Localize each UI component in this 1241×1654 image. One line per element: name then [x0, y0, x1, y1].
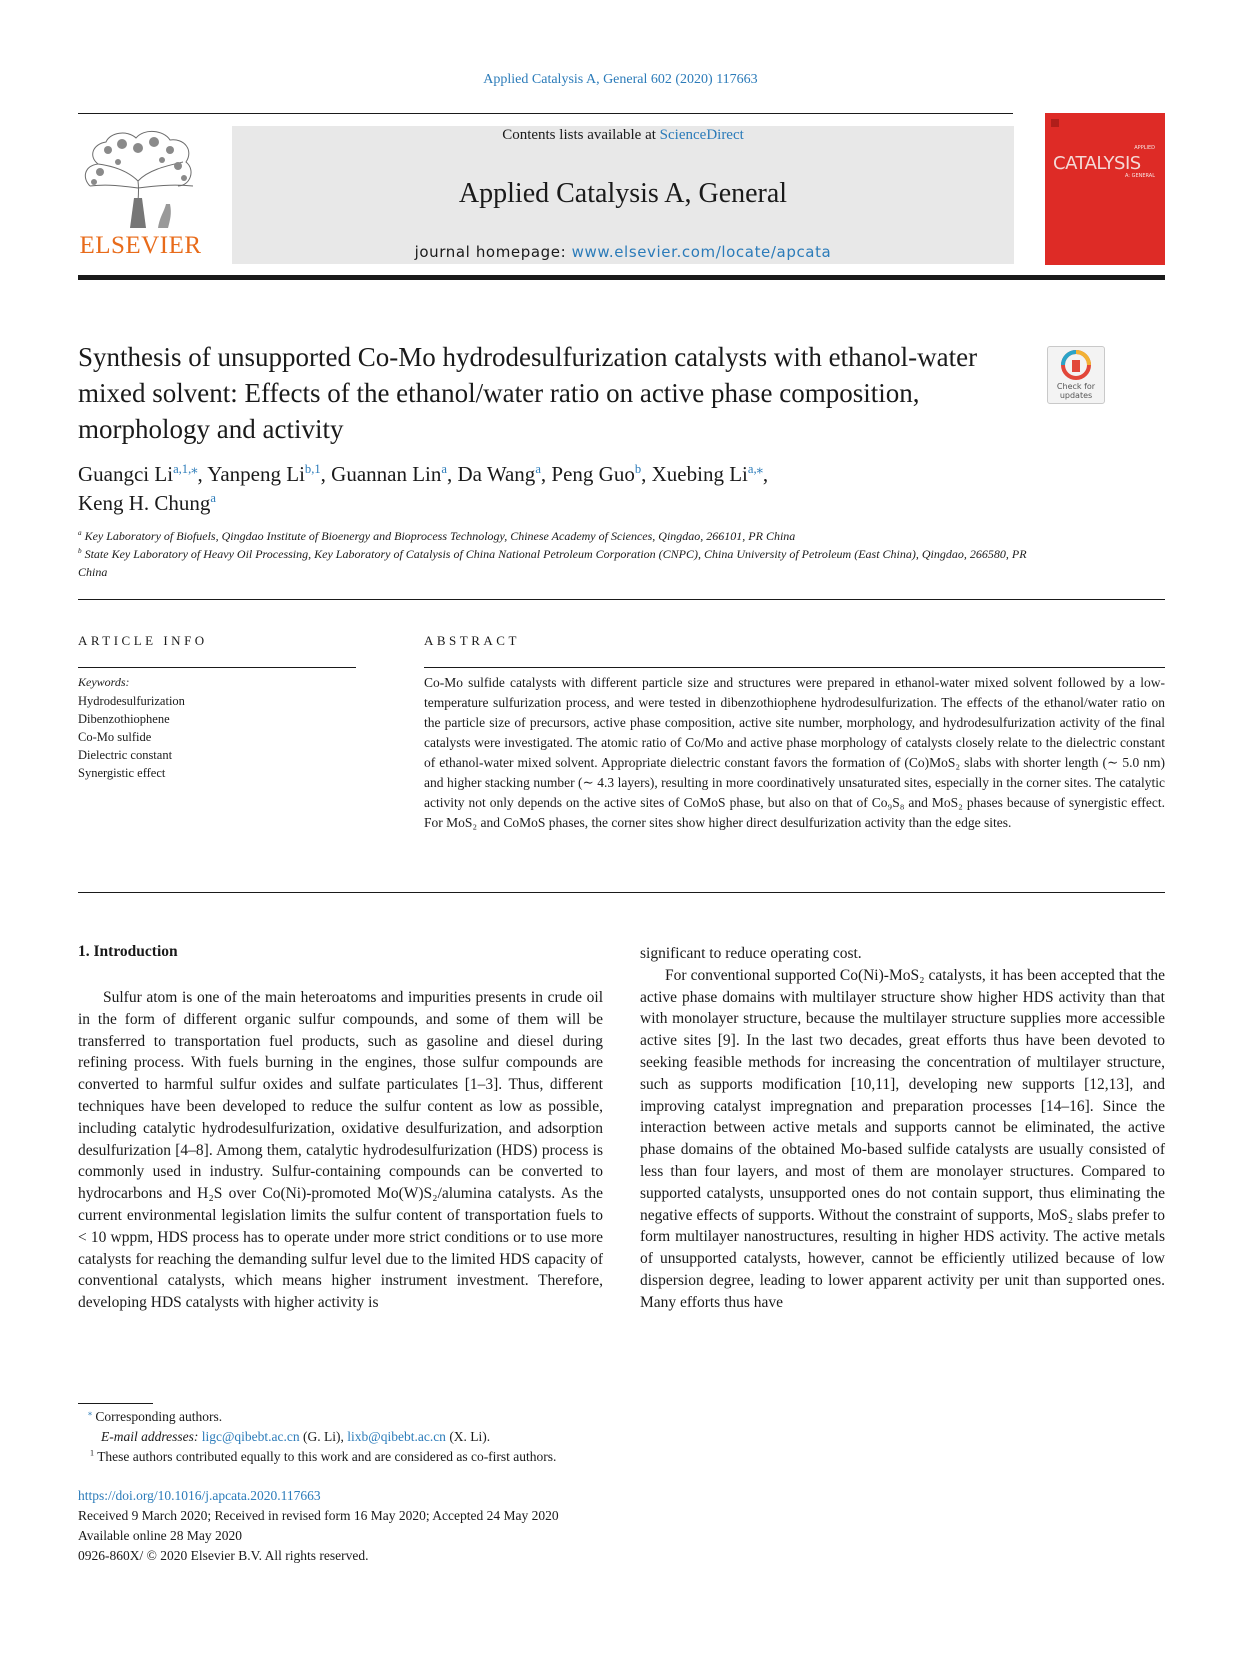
author-list [78, 460, 1078, 518]
journal-cover-image [1045, 113, 1165, 265]
author-5 [551, 462, 651, 486]
author-4 [457, 462, 551, 486]
available-online: Available online 28 May 2020 [78, 1528, 242, 1543]
info-top-rule [78, 599, 1165, 600]
author-1 [78, 462, 207, 486]
keyword-item: Dibenzothiophene [78, 712, 170, 726]
author-name: Peng Guo [551, 462, 635, 486]
abstract-rule [424, 667, 1165, 668]
check-for-updates-badge[interactable] [1047, 346, 1105, 404]
keyword-item: Co-Mo sulfide [78, 730, 152, 744]
author-name: Da Wang [457, 462, 536, 486]
elsevier-logo [78, 126, 203, 266]
keyword-item: Synergistic effect [78, 766, 166, 780]
keyword-item: Hydrodesulfurization [78, 694, 185, 708]
author-affiliation-mark[interactable]: a [535, 462, 541, 476]
abstract-heading: ABSTRACT [424, 633, 520, 648]
journal-title: Applied Catalysis A, General [458, 178, 788, 209]
keywords-label: Keywords: [78, 675, 130, 689]
keyword-item: Dielectric constant [78, 748, 173, 762]
journal-homepage [232, 243, 1014, 261]
email-link-1[interactable]: ligc@qibebt.ac.cn [201, 1429, 300, 1444]
author-separator: , [762, 462, 769, 486]
received-dates: Received 9 March 2020; Received in revised form 16 May 2020; Accepted 24 May 2020 [78, 1508, 559, 1523]
footnote-emails: E-mail addresses: ligc@qibebt.ac.cn (G. Li), lixb@qibebt.ac.cn (X. Li). [101, 1429, 491, 1444]
author-affiliation-mark[interactable]: b [634, 462, 642, 476]
author-separator: , [446, 462, 458, 486]
homepage-link[interactable]: www.elsevier.com/locate/apcata [571, 243, 832, 261]
author-name: Keng H. Chung [78, 491, 211, 515]
running-header[interactable]: Applied Catalysis A, General 602 (2020) 117663 [483, 72, 758, 87]
article-info-rule [78, 667, 356, 668]
sciencedirect-link[interactable]: ScienceDirect [659, 127, 744, 143]
contents-prefix: Contents lists available at [502, 127, 660, 143]
elsevier-tree-icon [78, 126, 203, 231]
author-affiliation-mark[interactable]: b,1 [304, 462, 321, 476]
author-7 [78, 491, 216, 515]
cover-title: CATALYSIS [1053, 153, 1141, 174]
email-link-2[interactable]: lixb@qibebt.ac.cn [347, 1429, 446, 1444]
article-title: Synthesis of unsupported Co-Mo hydrodesulfurization catalysts with ethanol-water mixed solvent: Effects of the ethanol/water ratio on active phase composition, morphology and activity [78, 342, 978, 444]
doi-link[interactable]: https://doi.org/10.1016/j.apcata.2020.117663 [78, 1488, 321, 1503]
footnote-cofirst: $^1$ These authors contributed equally to this work and are considered as co-first authors. [90, 1448, 557, 1464]
author-separator: , [197, 462, 208, 486]
affiliation-a: $^a$ Key Laboratory of Biofuels, Qingdao Institute of Bioenergy and Bioprocess Technology, Chinese Academy of Sciences, Qingdao, 266101, PR China [78, 529, 796, 543]
footnote-rule [78, 1403, 153, 1404]
author-2 [207, 462, 331, 486]
author-6 [652, 462, 769, 486]
author-separator: , [320, 462, 332, 486]
author-affiliation-mark[interactable]: a,1,⁎ [173, 462, 198, 476]
article-info-heading: ARTICLE INFO [78, 633, 208, 648]
copyright: 0926-860X/ © 2020 Elsevier B.V. All rights reserved. [78, 1548, 369, 1563]
intro-continuation: significant to reduce operating cost. [640, 945, 862, 962]
author-name: Guangci Li [78, 462, 174, 486]
author-affiliation-mark[interactable]: a,⁎ [747, 462, 763, 476]
affiliation-b: $^b$ State Key Laboratory of Heavy Oil Processing, Key Laboratory of Catalysis of China National Petroleum Corporation (CNPC), China University of Petroleum (East China), Qingdao, 266580, PR China [78, 547, 1027, 579]
author-name: Guannan Lin [331, 462, 442, 486]
author-3 [331, 462, 457, 486]
keywords-list [78, 692, 348, 782]
intro-paragraph-2: For conventional supported Co(Ni)-MoS₂ catalysts, it has been accepted that the active phase domains with multilayer structure show higher HDS activity than that with monolayer structure, because the multilayer structure supplies more accessible active sites [9]. In the last two decades, great efforts thus have been devoted to seeking feasible methods for increasing the concentration of multilayer structure, such as supports modification [10,11], developing new supports [12,13], and improving catalyst impregnation and preparation processes [14–16]. Since the interaction between active metals and supports cannot be eliminated, the active phase domains of the obtained Mo-based sulfide catalysts are usually consisted of less than four layers, and most of them are monolayer structures. Compared to supported catalysts, unsupported ones do not contain support, thus eliminating the negative effects of supports. Without the constraint of supports, MoS₂ slabs prefer to form multilayer nanostructures, resulting in higher HDS activity. The active metals of unsupported catalysts, however, cannot be efficiently utilized because of low dispersion degree, leading to lower apparent activity per unit than supported ones. Many efforts thus have [640, 966, 1165, 1311]
abstract-bottom-rule [78, 892, 1165, 893]
header-top-rule [78, 113, 1013, 114]
author-name: Yanpeng Li [207, 462, 305, 486]
abstract-text: Co-Mo sulfide catalysts with different particle size and structures were prepared in ethanol-water mixed solvent followed by a low-temperature sulfurization process, and were tested in dibenzothiophene hydrodesulfurization. The effects of the ethanol/water ratio on the particle size of precursors, active phase composition, active site number, morphology, and hydrodesulfurization activity of the final catalysts were investigated. The atomic ratio of Co/Mo and active phase morphology of catalysts closely relate to the dielectric constant of ethanol-water mixed solvent. Appropriate dielectric constant favors the formation of (Co)MoS₂ slabs with shorter length (∼ 5.0 nm) and higher stacking number (∼ 4.3 layers), resulting in more coordinatively unsaturated sites, especially in the corner sites. The catalytic activity not only depends on the active sites of CoMoS phase, but also on that of Co₉S₈ and MoS₂ phases because of synergistic effect. For MoS₂ and CoMoS phases, the corner sites show higher direct desulfurization activity than the edge sites. [424, 675, 1165, 830]
author-separator: , [540, 462, 552, 486]
homepage-prefix: journal homepage: [414, 243, 572, 261]
email-label: E-mail addresses: [101, 1429, 199, 1444]
author-affiliation-mark[interactable]: a [210, 491, 217, 505]
check-updates-icon [1048, 347, 1104, 383]
author-affiliation-mark[interactable]: a [441, 462, 447, 476]
intro-paragraph-1: Sulfur atom is one of the main heteroatoms and impurities presents in crude oil in the form of different organic sulfur compounds, and some of them will be transferred to transportation fuel products, such as gasoline and diesel during refining process. With fuels burning in the engines, those sulfur compounds are converted to harmful sulfur oxides and sulfate particulates [1–3]. Thus, different techniques have been developed to reduce the sulfur content as low as possible, including catalytic hydrodesulfurization, oxidative desulfurization, and adsorption desulfurization [4–8]. Among them, catalytic hydrodesulfurization (HDS) process is commonly used in industry. Sulfur-containing compounds can be converted to hydrocarbons and H₂S over Co(Ni)-promoted Mo(W)S₂/alumina catalysts. As the current environmental legislation limits the sulfur content of transportation fuels to < 10 wppm, HDS process has to operate under more strict conditions or to use more catalysts for reaching the demanding sulfur level due to the limited HDS capacity of conventional catalysts, which means higher instrument investment. Therefore, developing HDS catalysts with higher activity is [78, 989, 603, 1312]
elsevier-wordmark: ELSEVIER [79, 232, 202, 259]
footnote-corresponding: ⁎ Corresponding authors. [88, 1408, 223, 1424]
contents-line [232, 127, 1014, 144]
cover-top-text: APPLIED [1134, 145, 1155, 151]
cover-emblem [1051, 119, 1059, 127]
author-name: Xuebing Li [651, 462, 748, 486]
check-updates-label: Check for updates [1056, 382, 1096, 400]
cover-sub-text: A: GENERAL [1124, 173, 1155, 179]
body-right-column [640, 943, 1165, 1314]
section-heading: 1. Introduction [78, 943, 178, 960]
masthead-rule [78, 275, 1165, 280]
author-separator: , [641, 462, 652, 486]
body-left-column [78, 987, 603, 1314]
